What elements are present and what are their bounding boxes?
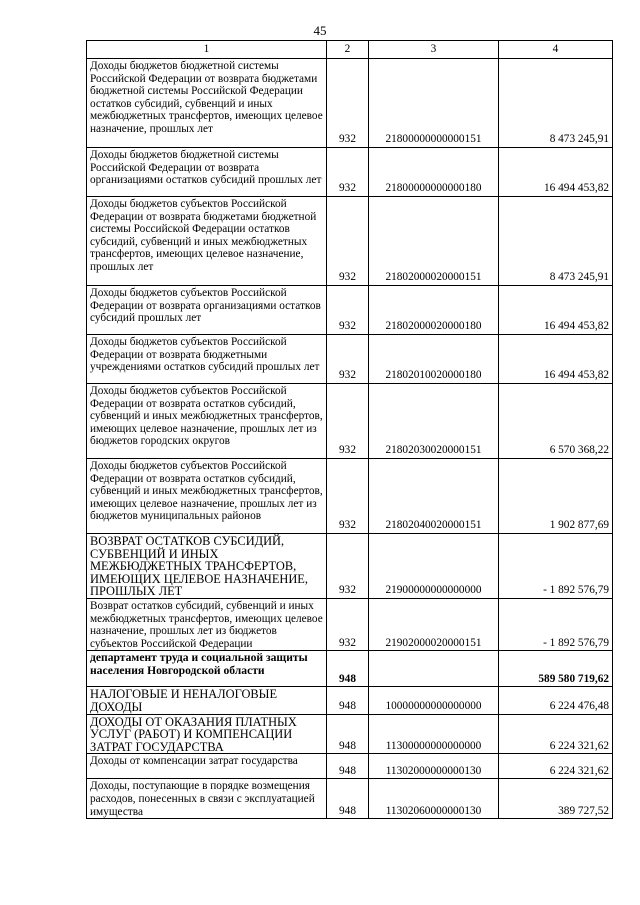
table-row — [87, 598, 613, 650]
row-code-cell: 932 — [327, 197, 369, 286]
table-row — [87, 197, 613, 286]
row-name-cell: Возврат остатков субсидий, субвенций и иных межбюджетных трансфертов, имеющих целевое назначение, прошлых лет из бюджетов субъектов Российской Федерации — [87, 598, 327, 650]
table-row — [87, 754, 613, 779]
row-amount-cell: - 1 892 576,79 — [499, 534, 613, 599]
row-kbk-cell: 21802010020000180 — [369, 335, 499, 384]
row-amount-cell: - 1 892 576,79 — [499, 598, 613, 650]
row-code-cell: 948 — [327, 779, 369, 819]
table-row — [87, 534, 613, 599]
revenue-table — [86, 40, 613, 819]
row-kbk-cell — [369, 651, 499, 687]
row-kbk-cell: 21802000020000180 — [369, 286, 499, 335]
row-kbk-cell: 21802040020000151 — [369, 459, 499, 534]
table-row — [87, 59, 613, 148]
row-kbk-cell: 11302060000000130 — [369, 779, 499, 819]
row-amount-cell: 389 727,52 — [499, 779, 613, 819]
row-kbk-cell: 21902000020000151 — [369, 598, 499, 650]
row-kbk-cell: 21802000020000151 — [369, 197, 499, 286]
table-row — [87, 286, 613, 335]
row-code-cell: 932 — [327, 459, 369, 534]
row-kbk-cell: 21800000000000180 — [369, 148, 499, 197]
row-name-cell: Доходы бюджетов субъектов Российской Федерации от возврата организациями остатков субсидий прошлых лет — [87, 286, 327, 335]
row-name-cell: Доходы бюджетов бюджетной системы Российской Федерации от возврата организациями остатков субсидий прошлых лет — [87, 148, 327, 197]
row-amount-cell: 16 494 453,82 — [499, 286, 613, 335]
page-number: 45 — [313, 23, 327, 38]
row-code-cell: 948 — [327, 687, 369, 714]
row-kbk-cell: 11300000000000000 — [369, 714, 499, 754]
row-amount-cell: 16 494 453,82 — [499, 335, 613, 384]
row-amount-cell: 6 224 321,62 — [499, 754, 613, 779]
row-kbk-cell: 21802030020000151 — [369, 384, 499, 459]
row-name-cell: Доходы бюджетов бюджетной системы Российской Федерации от возврата бюджетами бюджетной системы Российской Федерации остатков субсидий, субвенций и иных межбюджетных трансфертов, имеющих целевое назначение, прошлых лет — [87, 59, 327, 148]
row-code-cell: 932 — [327, 335, 369, 384]
row-code-cell: 948 — [327, 714, 369, 754]
table-row — [87, 384, 613, 459]
row-name-cell: департамент труда и социальной защиты населения Новгородской области — [87, 651, 327, 687]
table-body — [87, 59, 613, 819]
row-kbk-cell: 21800000000000151 — [369, 59, 499, 148]
column-header-name: 1 — [87, 41, 327, 59]
row-amount-cell: 16 494 453,82 — [499, 148, 613, 197]
row-kbk-cell: 10000000000000000 — [369, 687, 499, 714]
row-name-cell: ВОЗВРАТ ОСТАТКОВ СУБСИДИЙ, СУБВЕНЦИЙ И ИНЫХ МЕЖБЮДЖЕТНЫХ ТРАНСФЕРТОВ, ИМЕЮЩИХ ЦЕЛЕВОЕ НАЗНАЧЕНИЕ, ПРОШЛЫХ ЛЕТ — [87, 534, 327, 599]
row-code-cell: 932 — [327, 384, 369, 459]
row-amount-cell: 6 224 476,48 — [499, 687, 613, 714]
table-header-row — [87, 41, 613, 59]
table-row — [87, 148, 613, 197]
row-amount-cell: 589 580 719,62 — [499, 651, 613, 687]
row-code-cell: 932 — [327, 286, 369, 335]
column-header-kbk: 3 — [369, 41, 499, 59]
row-name-cell: Доходы бюджетов субъектов Российской Федерации от возврата бюджетами бюджетной системы Российской Федерации остатков субсидий, субвенций и иных межбюджетных трансфертов, имеющих целевое назначение, прошлых лет — [87, 197, 327, 286]
row-code-cell: 932 — [327, 148, 369, 197]
row-amount-cell: 8 473 245,91 — [499, 197, 613, 286]
table-row — [87, 459, 613, 534]
table-row — [87, 779, 613, 819]
row-code-cell: 948 — [327, 651, 369, 687]
table-row — [87, 651, 613, 687]
table-row — [87, 335, 613, 384]
row-name-cell: Доходы от компенсации затрат государства — [87, 754, 327, 779]
row-amount-cell: 8 473 245,91 — [499, 59, 613, 148]
table-row — [87, 714, 613, 754]
row-amount-cell: 1 902 877,69 — [499, 459, 613, 534]
row-kbk-cell: 11302000000000130 — [369, 754, 499, 779]
row-amount-cell: 6 224 321,62 — [499, 714, 613, 754]
row-code-cell: 932 — [327, 534, 369, 599]
column-header-amount: 4 — [499, 41, 613, 59]
row-name-cell: Доходы бюджетов субъектов Российской Федерации от возврата бюджетными учреждениями остатков субсидий прошлых лет — [87, 335, 327, 384]
column-header-code: 2 — [327, 41, 369, 59]
row-kbk-cell: 21900000000000000 — [369, 534, 499, 599]
row-name-cell: НАЛОГОВЫЕ И НЕНАЛОГОВЫЕ ДОХОДЫ — [87, 687, 327, 714]
table-row — [87, 687, 613, 714]
row-code-cell: 932 — [327, 598, 369, 650]
row-name-cell: ДОХОДЫ ОТ ОКАЗАНИЯ ПЛАТНЫХ УСЛУГ (РАБОТ) И КОМПЕНСАЦИИ ЗАТРАТ ГОСУДАРСТВА — [87, 714, 327, 754]
row-code-cell: 948 — [327, 754, 369, 779]
row-code-cell: 932 — [327, 59, 369, 148]
row-amount-cell: 6 570 368,22 — [499, 384, 613, 459]
row-name-cell: Доходы бюджетов субъектов Российской Федерации от возврата остатков субсидий, субвенций и иных межбюджетных трансфертов, имеющих целевое назначение, прошлых лет из бюджетов муниципальных районов — [87, 459, 327, 534]
row-name-cell: Доходы, поступающие в порядке возмещения расходов, понесенных в связи с эксплуатацией имущества — [87, 779, 327, 819]
row-name-cell: Доходы бюджетов субъектов Российской Федерации от возврата остатков субсидий, субвенций и иных межбюджетных трансфертов, имеющих целевое назначение, прошлых лет из бюджетов городских округов — [87, 384, 327, 459]
